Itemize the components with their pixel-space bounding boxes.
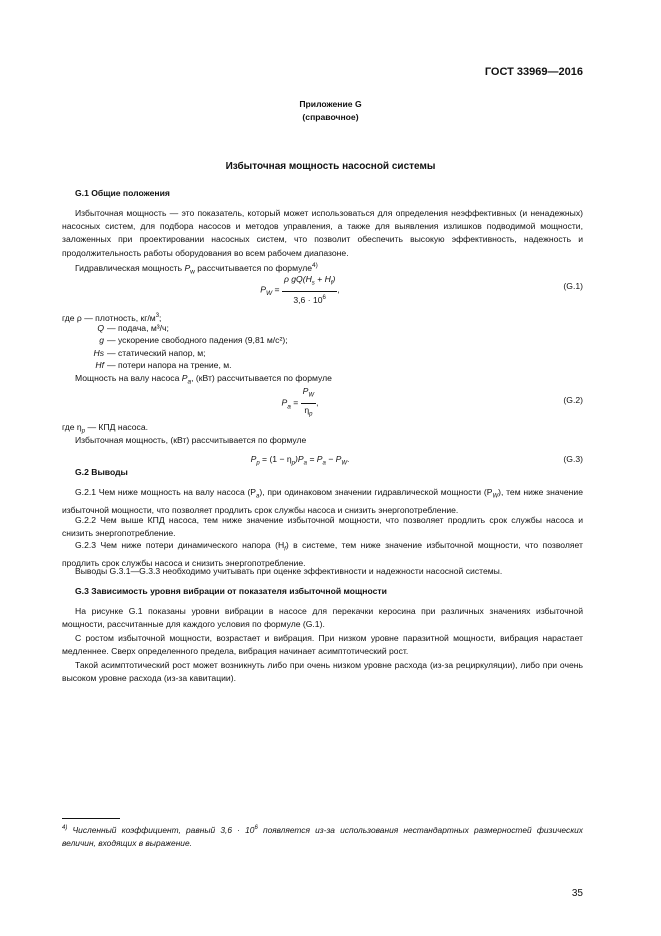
- where-label: где ρ — плотность, $кг/м^3$;: [62, 312, 162, 323]
- paragraph: Гидравлическая мощность $P_w$ рассчитывается по формуле$^{4)}$: [75, 262, 318, 276]
- appendix-title: Приложение G: [299, 99, 362, 109]
- formula-number: (G.2): [563, 395, 583, 405]
- appendix-subtitle: (справочное): [302, 112, 359, 122]
- formula-g2: $P_a$ = $\frac{P_W}{\eta_p}$ ,: [281, 386, 319, 418]
- section-g1-heading: G.1 Общие положения: [75, 188, 170, 198]
- section-g2-heading: G.2 Выводы: [75, 467, 128, 477]
- formula-g1: $P_W$ = $\frac{\rho gQ(H_s + H_f)}{3,6 \cdot 10^6}$ ,: [260, 274, 340, 305]
- formula-number: (G.1): [563, 281, 583, 291]
- paragraph: Выводы G.3.1—G.3.3 необходимо учитывать при оценке эффективности и надежности насосной системы.: [75, 566, 503, 576]
- footnote: $^{4)}$ Численный коэффициент, равный $3,6 \cdot 10^6$ появляется из-за использования нестандартных размерностей физических величин, входящих в выражение.: [62, 824, 583, 848]
- where-label: где $\eta_p$ — КПД насоса.: [62, 422, 148, 435]
- paragraph: G.2.2 Чем выше КПД насоса, тем ниже значение избыточной мощности, что позволяет продлить срок службы насоса и снизить энергопотребление.: [62, 515, 583, 539]
- paragraph: G.2.1 Чем ниже мощность на валу насоса $(P_a)$, при одинаковом значении гидравлической мощности $(P_W)$, тем ниже значение избыточной мощности, что позволяет продлить срок службы насоса и снизить энергопотребление.: [62, 487, 583, 515]
- paragraph: Такой асимптотический рост может возникнуть либо при очень низком уровне расхода (из-за рециркуляции), либо при очень высоком уровне расхода (из-за кавитации).: [62, 660, 583, 684]
- paragraph: С ростом избыточной мощности, возрастает и вибрация. При низком уровне паразитной мощности, вибрация нарастает медленнее. Сверх определенного предела, вибрация начинает асимптотический рост.: [62, 633, 583, 657]
- where-item: Hf — потери напора на трение, м.: [95, 360, 232, 370]
- footnote-divider: [62, 818, 120, 819]
- paragraph: G.2.3 Чем ниже потери динамического напора $(H_f)$ в системе, тем ниже значение избыточной мощности, что позволяет продлить срок службы насоса и снизить энергопотребление.: [62, 540, 583, 568]
- paragraph: На рисунке G.1 показаны уровни вибрации в насосе для перекачки керосина при различных значениях избыточной мощности, рассчитанные для каждого условия по формуле (G.1).: [62, 606, 583, 630]
- formula-g3: $P_p = (1 - \eta_p)P_a = P_a - P_W$.: [250, 454, 350, 467]
- document-id: ГОСТ 33969—2016: [484, 66, 583, 78]
- paragraph: Избыточная мощность, (кВт) рассчитывается по формуле: [75, 435, 307, 445]
- where-item: g — ускорение свободного падения (9,81 м/с²);: [99, 335, 288, 345]
- where-item: Q — подача, м³/ч;: [97, 323, 169, 333]
- page-number: 35: [571, 888, 583, 899]
- paragraph: Избыточная мощность — это показатель, который может использоваться для определения неэффективных (и ненадежных) насосных систем, для подбора насосов и методов управления, а также для выявления излишков подводимой мощности, заложенных при проектировании насосных систем, что позволит обеспечить высокую эффективность, надежность и продолжительность работы оборудования во всем рабочем диапазоне.: [62, 208, 583, 258]
- where-item: Hs — статический напор, м;: [93, 348, 206, 358]
- paragraph: Мощность на валу насоса $P_a$, (кВт) рассчитывается по формуле: [75, 373, 332, 386]
- main-title: Избыточная мощность насосной системы: [225, 161, 436, 172]
- section-g3-heading: G.3 Зависимость уровня вибрации от показателя избыточной мощности: [75, 586, 387, 596]
- formula-number: (G.3): [563, 454, 583, 464]
